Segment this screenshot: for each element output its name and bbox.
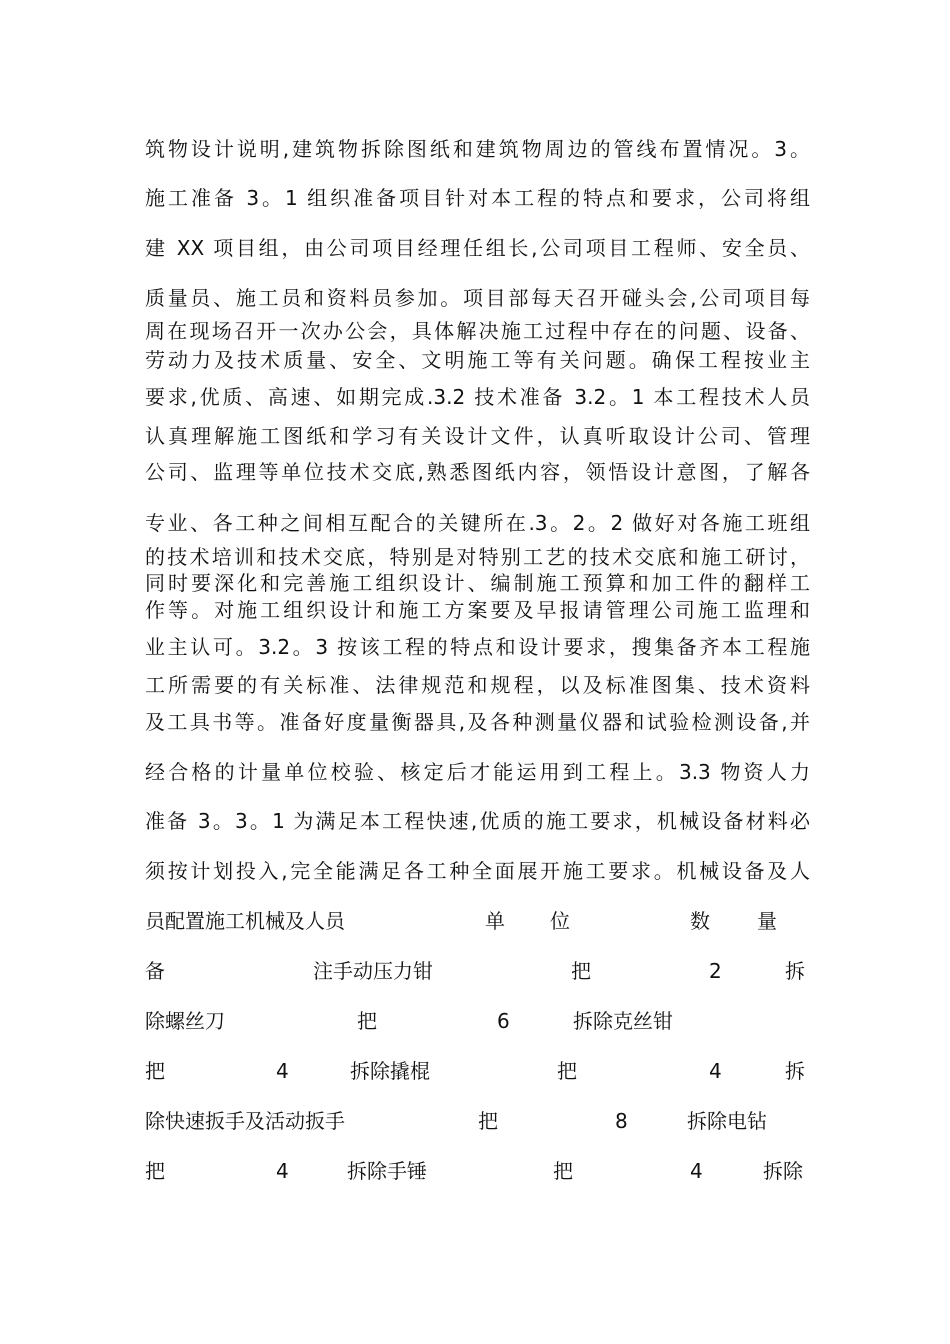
table-cell: 把 (557, 1059, 577, 1083)
paragraph-line: 作等。对施工组织设计和施工方案要及早报请管理公司施工监理和 (145, 598, 810, 622)
paragraph-line: 认真理解施工图纸和学习有关设计文件，认真听取设计公司、管理 (145, 424, 810, 448)
paragraph-line: 公司、监理等单位技术交底,熟悉图纸内容，领悟设计意图，了解各 (145, 460, 810, 484)
table-cell: 4 (276, 1059, 289, 1083)
paragraph-line: 须按计划投入,完全能满足各工种全面展开施工要求。机械设备及人 (145, 859, 810, 883)
paragraph-line: 劳动力及技术质量、安全、文明施工等有关问题。确保工程按业主 (145, 348, 810, 372)
table-cell: 4 (690, 1159, 703, 1183)
paragraph-line: 业主认可。3.2。3 按该工程的特点和设计要求，搜集备齐本工程施 (145, 635, 810, 659)
paragraph-line: 的技术培训和技术交底，特别是对特别工艺的技术交底和施工研讨， (145, 545, 810, 569)
table-cell: 把 (478, 1109, 498, 1133)
table-cell: 拆 (785, 959, 805, 983)
paragraph-line: 要求,优质、高速、如期完成.3.2 技术准备 3.2。1 本工程技术人员 (145, 385, 810, 409)
table-cell: 数 (690, 909, 710, 933)
table-cell: 拆除克丝钳 (573, 1009, 673, 1033)
table-cell: 员配置施工机械及人员 (145, 909, 345, 933)
table-cell: 单 (485, 909, 505, 933)
table-cell: 注手动压力钳 (313, 959, 433, 983)
table-cell: 4 (709, 1059, 722, 1083)
paragraph-line: 及工具书等。准备好度量衡器具,及各种测量仪器和试验检测设备,并 (145, 710, 810, 734)
table-cell: 拆除电钻 (687, 1109, 767, 1133)
paragraph-line: 经合格的计量单位校验、核定后才能运用到工程上。3.3 物资人力 (145, 760, 810, 784)
table-cell: 量 (757, 909, 777, 933)
table-cell: 6 (497, 1009, 510, 1033)
table-cell: 拆除手锤 (347, 1159, 427, 1183)
table-cell: 把 (357, 1009, 377, 1033)
paragraph-line: 同时要深化和完善施工组织设计、编制施工预算和加工件的翻样工 (145, 571, 810, 595)
table-cell: 把 (145, 1159, 165, 1183)
table-cell: 4 (276, 1159, 289, 1183)
paragraph-line: 施工准备 3。1 组织准备项目针对本工程的特点和要求，公司将组 (145, 186, 810, 210)
paragraph-line: 质量员、施工员和资料员参加。项目部每天召开碰头会,公司项目每 (145, 286, 810, 310)
table-cell: 把 (571, 959, 591, 983)
table-cell: 2 (709, 959, 722, 983)
paragraph-line: 专业、各工种之间相互配合的关键所在.3。2。2 做好对各施工班组 (145, 511, 810, 535)
table-cell: 把 (145, 1059, 165, 1083)
paragraph-line: 工所需要的有关标准、法律规范和规程，以及标准图集、技术资料 (145, 673, 810, 697)
table-cell: 除螺丝刀 (145, 1009, 225, 1033)
paragraph-line: 建 XX 项目组，由公司项目经理任组长,公司项目工程师、安全员、 (145, 236, 810, 260)
table-cell: 备 (145, 959, 165, 983)
table-cell: 拆 (785, 1059, 805, 1083)
paragraph-line: 筑物设计说明,建筑物拆除图纸和建筑物周边的管线布置情况。3。 (145, 137, 810, 161)
paragraph-line: 周在现场召开一次办公会，具体解决施工过程中存在的问题、设备、 (145, 319, 810, 343)
table-cell: 拆除 (763, 1159, 803, 1183)
table-cell: 拆除撬棍 (350, 1059, 430, 1083)
table-cell: 位 (550, 909, 570, 933)
table-cell: 把 (553, 1159, 573, 1183)
paragraph-line: 准备 3。3。1 为满足本工程快速,优质的施工要求，机械设备材料必 (145, 809, 810, 833)
table-cell: 除快速扳手及活动扳手 (145, 1109, 345, 1133)
table-cell: 8 (615, 1109, 628, 1133)
